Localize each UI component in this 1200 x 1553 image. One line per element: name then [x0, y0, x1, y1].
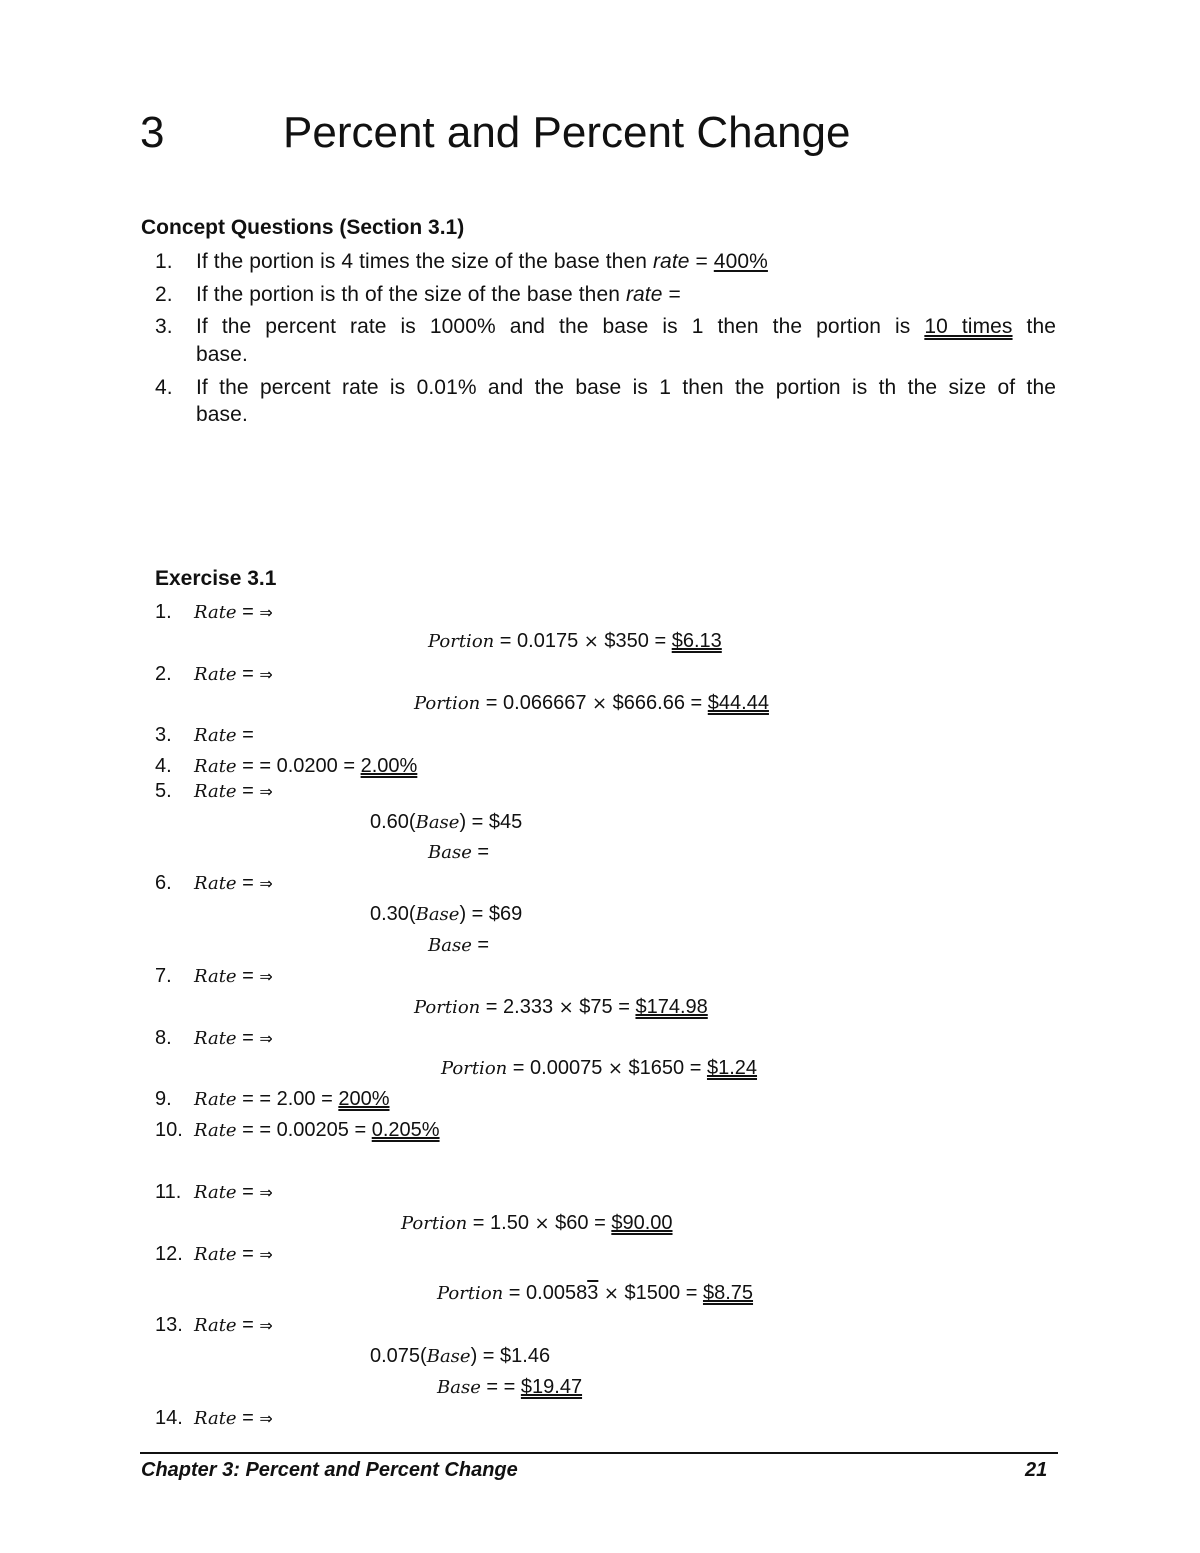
implies-arrow: ⇒: [259, 782, 273, 801]
exercise-number: 9.: [155, 1088, 172, 1110]
exercise-answer: 2.00%: [360, 755, 418, 777]
concept-questions-heading: Concept Questions (Section 3.1): [141, 216, 465, 239]
concept-item-3: If the percent rate is 1000% and the base is 1 then the portion is 10 times the: [196, 315, 1057, 338]
exercise-answer: $1.24: [706, 1057, 758, 1079]
exercise-work-line: Portion = 2.333 × $75 = $174.98: [414, 996, 708, 1018]
exercise-number: 8.: [155, 1027, 172, 1049]
exercise-answer: $44.44: [707, 692, 769, 714]
concept-item-3-continued: base.: [196, 343, 248, 366]
exercise-answer: $6.13: [671, 630, 722, 652]
concept-answer-3: 10 times: [924, 315, 1013, 338]
concept-item-2: If the portion is th of the size of the base then rate =: [196, 283, 681, 306]
exercise-work-line: 0.60(Base) = $45: [370, 811, 523, 833]
exercise-answer: 200%: [338, 1088, 390, 1110]
exercise-work-line: Base = = $19.47: [437, 1376, 583, 1398]
concept-item-number: 1.: [155, 250, 173, 273]
concept-item-number: 2.: [155, 283, 173, 306]
exercise-work-line: Base =: [428, 934, 490, 956]
implies-arrow: ⇒: [259, 967, 273, 986]
exercise-rate-line: Rate = ⇒: [194, 1181, 273, 1203]
repeating-digit: 3: [587, 1282, 599, 1304]
implies-arrow: ⇒: [259, 874, 273, 893]
implies-arrow: ⇒: [259, 1316, 273, 1335]
exercise-number: 10.: [155, 1119, 183, 1141]
exercise-rate-line: Rate = = 0.0200 = 2.00%: [194, 755, 418, 777]
exercise-number: 14.: [155, 1407, 183, 1429]
times-symbol: ×: [583, 631, 599, 652]
concept-item-number: 4.: [155, 376, 173, 399]
implies-arrow: ⇒: [259, 603, 273, 622]
page-number: 21: [1025, 1459, 1048, 1481]
exercise-rate-line: Rate = ⇒: [194, 872, 273, 894]
exercise-answer: $90.00: [611, 1212, 673, 1234]
exercise-rate-line: Rate =: [194, 724, 254, 746]
exercise-work-line: 0.075(Base) = $1.46: [370, 1345, 551, 1367]
exercise-rate-line: Rate = ⇒: [194, 1027, 273, 1049]
concept-answer-1: 400%: [713, 250, 768, 273]
exercise-number: 4.: [155, 755, 172, 777]
exercise-number: 3.: [155, 724, 172, 746]
exercise-rate-line: Rate = ⇒: [194, 780, 273, 802]
concept-item-1: If the portion is 4 times the size of the base then rate = 400%: [196, 250, 768, 273]
exercise-rate-line: Rate = = 2.00 = 200%: [194, 1088, 390, 1110]
exercise-answer: $8.75: [702, 1282, 754, 1304]
times-symbol: ×: [558, 997, 574, 1018]
exercise-answer: $174.98: [635, 996, 708, 1018]
implies-arrow: ⇒: [259, 1409, 273, 1428]
exercise-heading: Exercise 3.1: [155, 567, 277, 590]
times-symbol: ×: [603, 1283, 619, 1304]
exercise-rate-line: Rate = = 0.00205 = 0.205%: [194, 1119, 440, 1141]
exercise-work-line: Portion = 0.00075 × $1650 = $1.24: [441, 1057, 758, 1079]
exercise-number: 1.: [155, 601, 172, 623]
exercise-number: 6.: [155, 872, 172, 894]
exercise-number: 7.: [155, 965, 172, 987]
implies-arrow: ⇒: [259, 1029, 273, 1048]
concept-item-4-continued: base.: [196, 403, 248, 426]
times-symbol: ×: [534, 1213, 550, 1234]
exercise-number: 2.: [155, 663, 172, 685]
footer-chapter-title: Chapter 3: Percent and Percent Change: [141, 1459, 518, 1481]
exercise-work-line: Portion = 0.00583 × $1500 = $8.75: [437, 1282, 754, 1304]
times-symbol: ×: [592, 693, 608, 714]
chapter-title: Percent and Percent Change: [283, 108, 851, 157]
concept-item-4: If the percent rate is 0.01% and the base is 1 then the portion is th the size of the: [196, 376, 1056, 399]
exercise-number: 11.: [155, 1181, 182, 1203]
exercise-rate-line: Rate = ⇒: [194, 601, 273, 623]
exercise-rate-line: Rate = ⇒: [194, 663, 273, 685]
exercise-work-line: 0.30(Base) = $69: [370, 903, 523, 925]
implies-arrow: ⇒: [259, 1245, 273, 1264]
exercise-work-line: Base =: [428, 841, 490, 863]
times-symbol: ×: [607, 1058, 623, 1079]
exercise-number: 5.: [155, 780, 172, 802]
exercise-rate-line: Rate = ⇒: [194, 1407, 273, 1429]
exercise-work-line: Portion = 1.50 × $60 = $90.00: [401, 1212, 673, 1234]
exercise-answer: 0.205%: [371, 1119, 440, 1141]
concept-item-number: 3.: [155, 315, 173, 338]
implies-arrow: ⇒: [259, 1183, 273, 1202]
implies-arrow: ⇒: [259, 665, 273, 684]
exercise-work-line: Portion = 0.0175 × $350 = $6.13: [428, 630, 722, 652]
exercise-rate-line: Rate = ⇒: [194, 965, 273, 987]
exercise-answer: $19.47: [520, 1376, 583, 1398]
exercise-rate-line: Rate = ⇒: [194, 1243, 273, 1265]
exercise-work-line: Portion = 0.066667 × $666.66 = $44.44: [414, 692, 769, 714]
footer-divider: [140, 1452, 1058, 1454]
exercise-rate-line: Rate = ⇒: [194, 1314, 273, 1336]
exercise-number: 13.: [155, 1314, 183, 1336]
chapter-number: 3: [140, 108, 165, 157]
exercise-number: 12.: [155, 1243, 183, 1265]
